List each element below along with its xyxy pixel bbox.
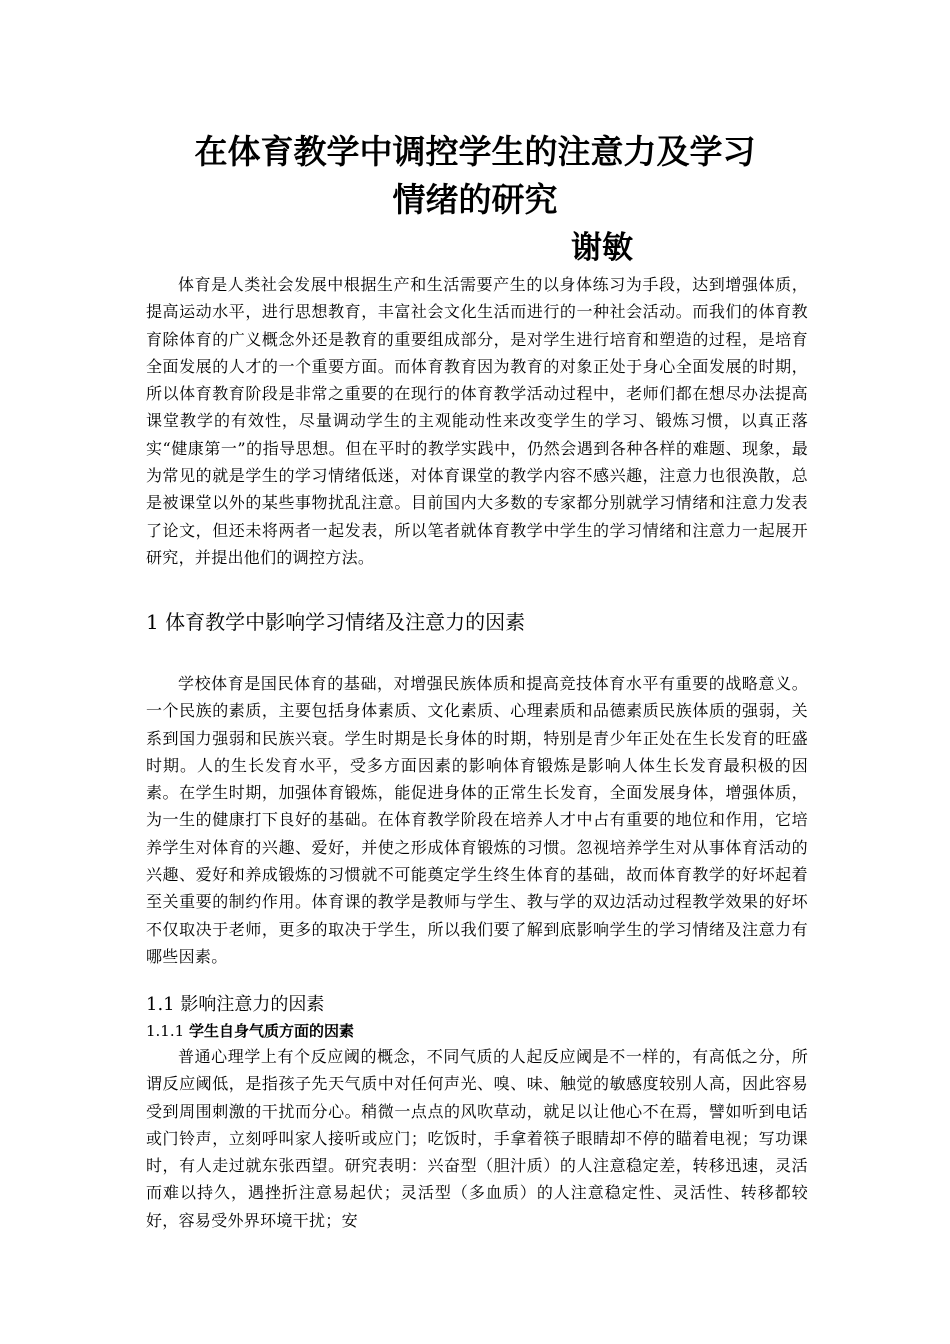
section-1-paragraph: 学校体育是国民体育的基础，对增强民族体质和提高竞技体育水平有重要的战略意义。一个民族的素质，主要包括身体素质、文化素质、心理素质和品德素质民族体质的强弱，关系到国力强弱和民族兴衰。学生时期是长身体的时期，特别是青少年正处在生长发育的旺盛时期。人的生长发育水平，受多方面因素的影响体育锻炼是影响人体生长发育最积极的因素。在学生时期，加强体育锻炼，能促进身体的正常生长发育，全面发展身体，增强体质，为一生的健康打下良好的基础。在体育教学阶段在培养人才中占有重要的地位和作用，它培养学生对体育的兴趣、爱好，并使之形成体育锻炼的习惯。忽视培养学生对从事体育活动的兴趣、爱好和养成锻炼的习惯就不可能奠定学生终生体育的基础，故而体育教学的好坏起着至关重要的制约作用。体育课的教学是教师与学生、教与学的双边活动过程教学效果的好坏不仅取决于老师，更多的取决于学生，所以我们要了解到底影响学生的学习情绪及注意力有哪些因素。 (146, 674, 808, 966)
section-1-1-1-paragraph: 普通心理学上有个反应阈的概念，不同气质的人起反应阈是不一样的，有高低之分，所谓反应阈低，是指孩子先天气质中对任何声光、嗅、味、触觉的敏感度较别人高，因此容易受到周围刺激的干扰而分心。稍微一点点的风吹草动，就足以让他心不在焉，譬如听到电话或门铃声，立刻呼叫家人接听或应门；吃饭时，手拿着筷子眼睛却不停的瞄着电视；写功课时，有人走过就东张西望。研究表明：兴奋型（胆汁质）的人注意稳定差，转移迅速，灵活而难以持久，遇挫折注意易起伏；灵活型（多血质）的人注意稳定性、灵活性、转移都较好，容易受外界环境干扰；安 (146, 1047, 808, 1230)
section-1-1-1-number: 1.1.1 (146, 1022, 185, 1040)
section-1-heading (146, 608, 525, 636)
section-1-title: 体育教学中影响学习情绪及注意力的因素 (165, 610, 526, 634)
section-1-1-1-title: 学生自身气质方面的因素 (188, 1022, 354, 1040)
section-1-number: 1 (146, 610, 159, 634)
document-title-line-1: 在体育教学中调控学生的注意力及学习 (194, 132, 756, 171)
document-title-line-2: 情绪的研究 (392, 180, 558, 219)
section-1-1-1-heading (146, 1020, 354, 1042)
section-1-1-heading (146, 993, 324, 1017)
intro-paragraph: 体育是人类社会发展中根据生产和生活需要产生的以身体练习为手段，达到增强体质，提高运动水平，进行思想教育，丰富社会文化生活而进行的一种社会活动。而我们的体育教育除体育的广义概念外还是教育的重要组成部分，是对学生进行培育和塑造的过程，是培育全面发展的人才的一个重要方面。而体育教育因为教育的对象正处于身心全面发展的时期，所以体育教育阶段是非常之重要的在现行的体育教学活动过程中，老师们都在想尽办法提高课堂教学的有效性，尽量调动学生的主观能动性来改变学生的学习、锻炼习惯，以真正落实“健康第一”的指导思想。但在平时的教学实践中，仍然会遇到各种各样的难题、现象，最为常见的就是学生的学习情绪低迷，对体育课堂的教学内容不感兴趣，注意力也很涣散，总是被课堂以外的某些事物扰乱注意。目前国内大多数的专家都分别就学习情绪和注意力发表了论文，但还未将两者一起发表，所以笔者就体育教学中学生的学习情绪和注意力一起展开研究，并提出他们的调控方法。 (146, 275, 808, 567)
section-1-1-title: 影响注意力的因素 (180, 994, 325, 1015)
author-name: 谢敏 (571, 230, 633, 266)
section-1-1-number: 1.1 (146, 994, 175, 1015)
